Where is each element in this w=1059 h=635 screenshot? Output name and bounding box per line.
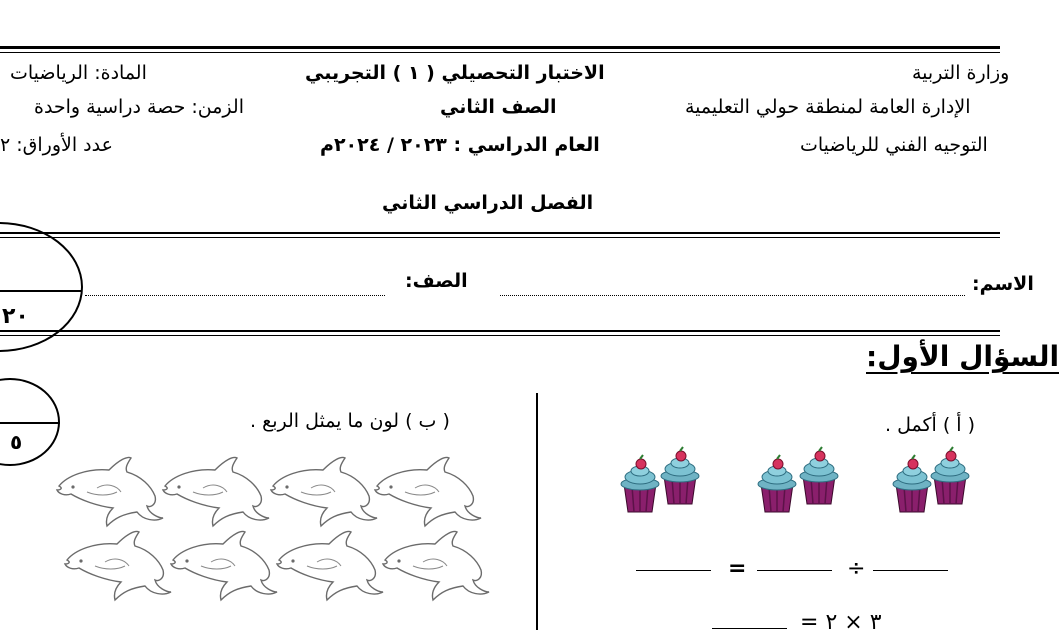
name-label: الاسم: <box>972 273 1034 295</box>
division-symbol: ÷ <box>847 556 866 581</box>
cupcake-groups <box>600 448 1000 518</box>
dolphin-icon[interactable] <box>65 532 171 601</box>
class-label: الصف: <box>405 270 468 292</box>
cupcake-icon <box>661 447 699 504</box>
supervision-text: التوجيه الفني للرياضيات <box>800 134 988 156</box>
class-field-line[interactable] <box>85 295 385 296</box>
semester-title: الفصل الدراسي الثاني <box>382 192 594 214</box>
dolphin-icon[interactable] <box>163 458 269 527</box>
info-box-top-rule <box>0 232 1000 234</box>
multiplication-expression: ٣ × ٢ = <box>800 610 882 635</box>
total-score-circle <box>0 222 83 352</box>
division-dividend-line[interactable] <box>757 570 832 571</box>
question1-score-value: ٥ <box>10 430 23 454</box>
dolphin-icon[interactable] <box>375 458 481 527</box>
question1-score-divider <box>0 422 60 424</box>
grade-title: الصف الثاني <box>440 96 557 118</box>
dolphin-icon[interactable] <box>277 532 383 601</box>
total-score-divider <box>0 290 82 292</box>
question1-title: السؤال الأول: <box>866 340 1059 373</box>
dolphin-icon[interactable] <box>271 458 377 527</box>
time-text: الزمن: حصة دراسية واحدة <box>33 96 244 118</box>
academic-year: العام الدراسي : ٢٠٢٣ / ٢٠٢٤م <box>320 134 600 156</box>
cupcake-icon <box>800 447 838 504</box>
total-score-value: ٢٠ <box>2 304 29 329</box>
cupcake-icon <box>931 447 969 504</box>
top-rule-thick <box>0 46 1000 49</box>
cupcake-icon <box>893 455 931 512</box>
cupcake-icon <box>621 455 659 512</box>
top-rule-thin <box>0 52 1000 53</box>
dolphin-icon[interactable] <box>383 532 489 601</box>
ministry-text: وزارة التربية <box>912 62 1010 84</box>
pages-text: عدد الأوراق: ٢ <box>0 134 113 156</box>
equals-symbol: = <box>728 556 747 581</box>
info-box-bottom-rule-2 <box>0 335 1000 336</box>
info-box-bottom-rule <box>0 330 1000 332</box>
name-field-line[interactable] <box>500 295 965 296</box>
exam-title: الاختبار التحصيلي ( ١ ) التجريبي <box>305 62 605 84</box>
division-divisor-line[interactable] <box>873 570 948 571</box>
dolphin-icon[interactable] <box>171 532 277 601</box>
column-separator <box>536 393 538 630</box>
division-answer-line[interactable] <box>636 570 711 571</box>
part-a-label: ( أ ) أكمل . <box>885 414 975 436</box>
dolphin-grid <box>55 452 495 612</box>
part-b-label: ( ب ) لون ما يمثل الربع . <box>250 410 450 432</box>
info-box-top-rule-2 <box>0 237 1000 238</box>
multiplication-answer-line[interactable] <box>712 628 787 629</box>
subject-text: المادة: الرياضيات <box>10 62 147 84</box>
dolphin-icon[interactable] <box>57 458 163 527</box>
cupcake-icon <box>758 455 796 512</box>
directorate-text: الإدارة العامة لمنطقة حولي التعليمية <box>685 96 971 118</box>
